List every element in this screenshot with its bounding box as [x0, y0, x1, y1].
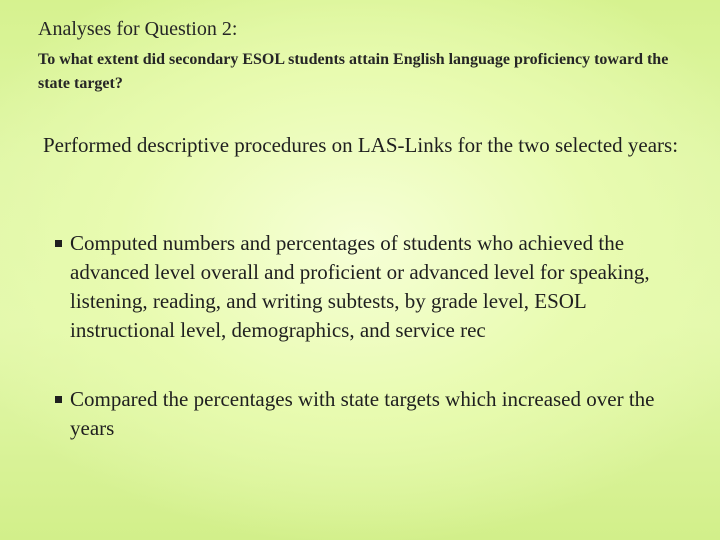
- bullet-text: Computed numbers and percentages of students who achieved the advanced level overall and proficient or advanced level for speaking, listening, reading, and writing subtests, by grade level, ESOL instructional level, demographics, and service rec: [70, 231, 650, 342]
- square-bullet-icon: [55, 396, 62, 403]
- slide-title: Analyses for Question 2:: [38, 18, 238, 40]
- slide-subtitle: To what extent did secondary ESOL students attain English language proficiency toward the state target?: [38, 51, 669, 92]
- bullet-item-compared: [43, 385, 683, 443]
- bullet-list: [43, 229, 683, 443]
- square-bullet-icon: [55, 240, 62, 247]
- bullet-item-computed: [43, 229, 683, 345]
- bullet-text: Compared the percentages with state targets which increased over the years: [70, 387, 655, 440]
- intro-paragraph: Performed descriptive procedures on LAS-Links for the two selected years:: [43, 133, 679, 157]
